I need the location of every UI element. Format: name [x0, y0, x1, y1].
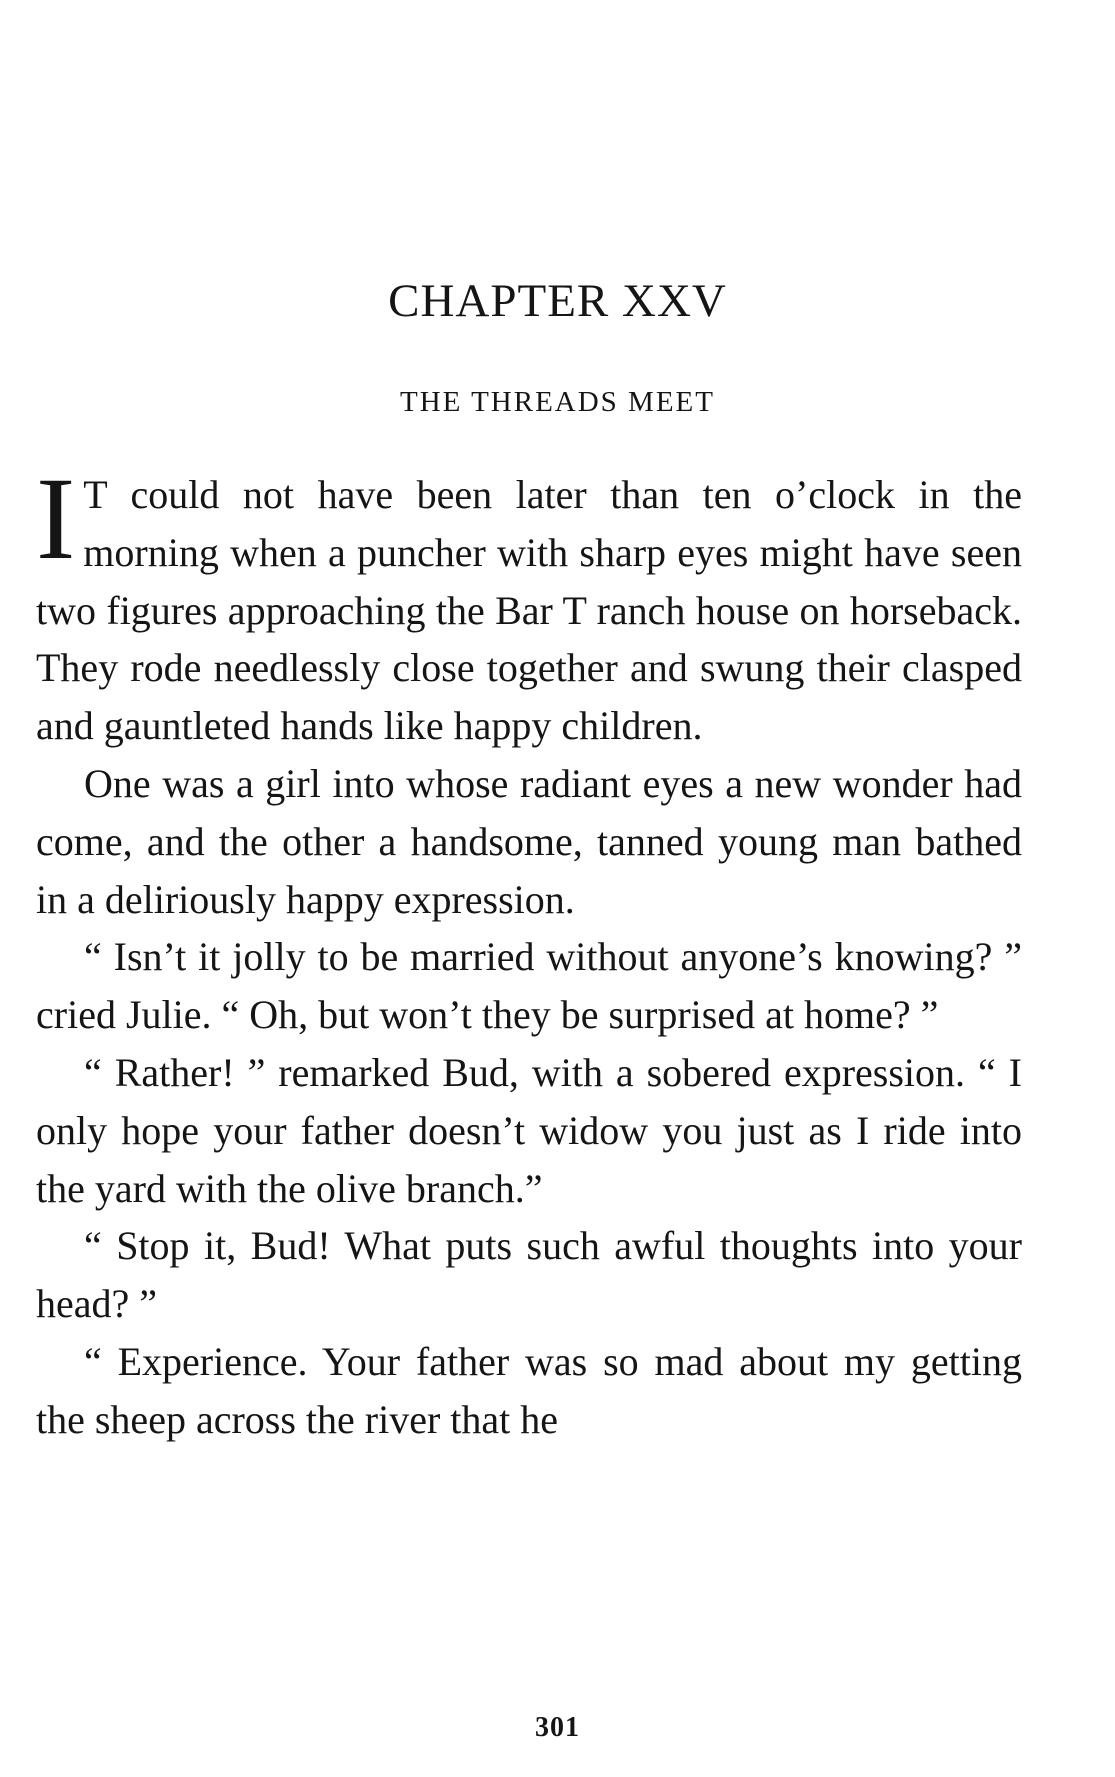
paragraph-5: “ Stop it, Bud! What puts such awful thoughts into your head? ” [36, 1223, 1022, 1327]
paragraph-6: “ Experience. Your father was so mad about my getting the sheep across the river that he [36, 1338, 1022, 1442]
page-number: 301 [535, 1712, 580, 1743]
paragraph-1-text: T could not have been later than ten o’clock in the morning when a puncher with sharp eyes might have seen two figures approaching the Bar T ranch house on horseback. They rode needlessly close together and swung their clasped and gauntleted hands like happy children. [36, 472, 1022, 749]
paragraph-3: “ Isn’t it jolly to be married without anyone’s knowing? ” cried Julie. “ Oh, but won’t they be surprised at home? ” [36, 934, 1022, 1038]
paragraph-2: One was a girl into whose radiant eyes a new wonder had come, and the other a handsome, tanned young man bathed in a deliriously happy expression. [36, 760, 1022, 922]
drop-cap: I [36, 453, 76, 584]
body-text [36, 453, 1022, 1449]
chapter-subtitle: THE THREADS MEET [399, 386, 715, 418]
paragraph-1 [36, 453, 1022, 755]
paragraph-4: “ Rather! ” remarked Bud, with a sobered expression. “ I only hope your father doesn’t widow you just as I ride into the yard with the olive branch.” [36, 1049, 1022, 1211]
chapter-title: CHAPTER XXV [388, 275, 727, 327]
